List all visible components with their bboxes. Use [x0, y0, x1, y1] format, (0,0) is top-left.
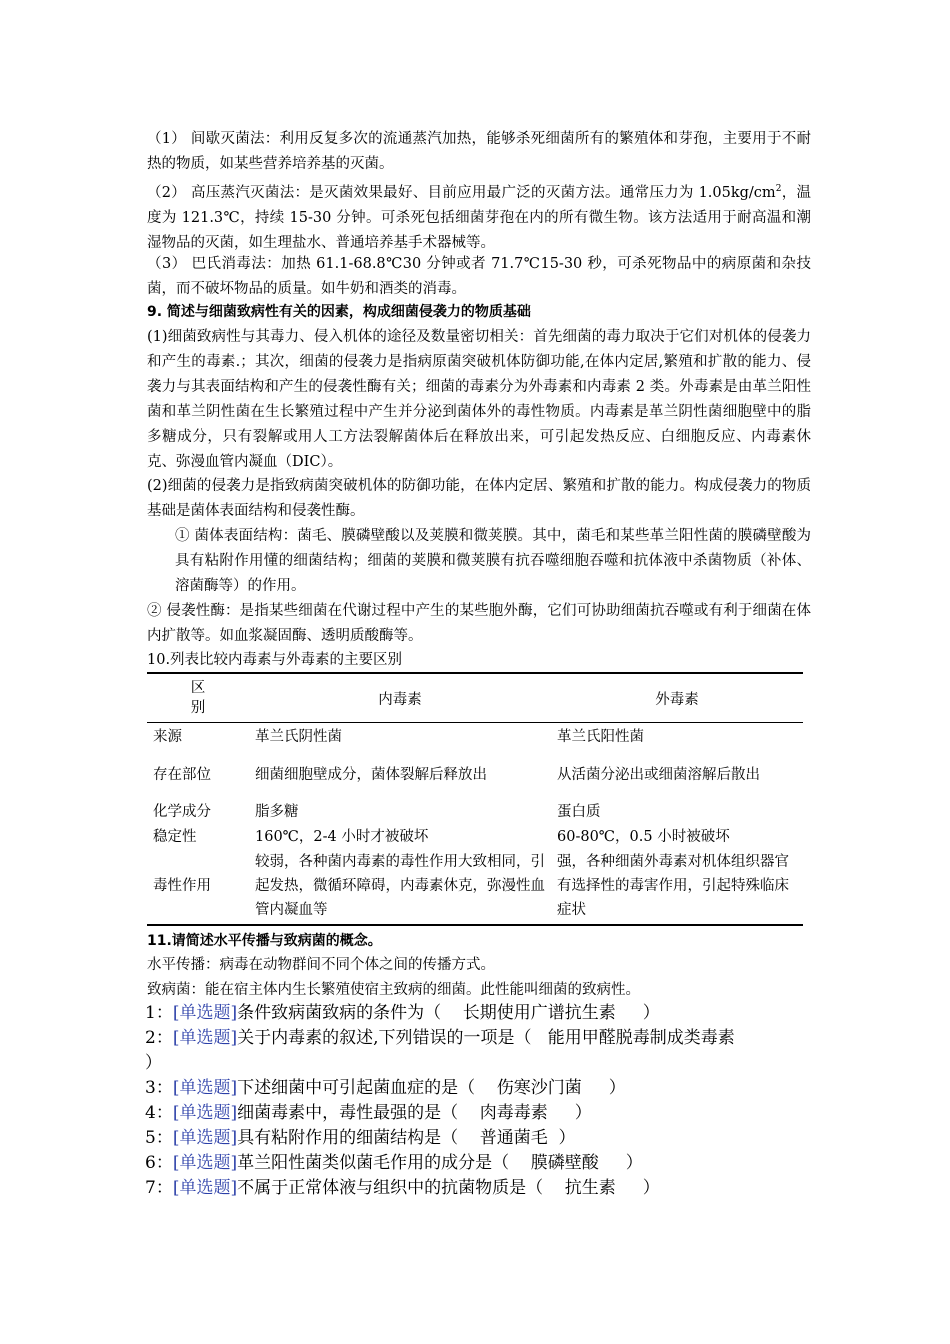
question-number: 4： [145, 1103, 173, 1123]
table-cell: 存在部位 [153, 766, 211, 783]
question-type-tag[interactable]: [单选题] [172, 1028, 238, 1048]
q10-heading: 10.列表比较内毒素与外毒素的主要区别 [147, 652, 403, 668]
q11-paragraph-2: 致病菌：能在宿主体内生长繁殖使宿主致病的细菌。此性能叫细菌的致病性。 [147, 982, 640, 998]
question-number: 5： [145, 1128, 173, 1148]
sterilization-p2-text-b: ，温度为 121.3℃，持续 15-30 分钟。可杀死包括细菌芽孢在内的所有微生物。该方法适用于耐高温和潮湿物品的灭菌，如生理盐水、普通培养基手术器械等。 [147, 184, 811, 251]
question-text: 关于内毒素的叙述,下列错误的一项是（ [237, 1028, 532, 1048]
table-row [147, 849, 803, 925]
question-item [145, 1101, 815, 1126]
table-cell: 稳定性 [153, 828, 197, 845]
table-row [147, 799, 803, 825]
question-close: ） [574, 1103, 592, 1123]
q9-paragraph-3: ① 菌体表面结构：菌毛、膜磷壁酸以及荚膜和微荚膜。其中，菌毛和某些革兰阳性菌的膜磷壁酸为具有粘附作用懂的细菌结构；细菌的荚膜和微荚膜有抗吞噬细胞吞噬和抗体液中杀菌物质（补体、溶菌酶等）的作用。 [175, 528, 811, 594]
question-close: ） [625, 1153, 643, 1173]
table-cell: 革兰氏阳性菌 [557, 728, 644, 745]
table-cell: 较弱，各种菌内毒素的毒性作用大致相同，引起发热，微循环障碍，内毒素休克，弥漫性血管内凝血等 [249, 849, 551, 925]
table-cell: 60-80℃，0.5 小时被破坏 [557, 828, 730, 845]
question-answer: 膜磷壁酸 [530, 1153, 599, 1173]
question-item [145, 1026, 815, 1076]
q9-paragraph-2: (2)细菌的侵袭力是指致病菌突破机体的防御功能，在体内定居、繁殖和扩散的能力。构成侵袭力的物质基础是菌体表面结构和侵袭性酶。 [147, 478, 811, 519]
table-row [147, 825, 803, 849]
table-cell: 蛋白质 [557, 803, 601, 820]
table-cell: 毒性作用 [147, 849, 249, 925]
table-header-row [147, 673, 803, 723]
question-answer: 伤寒沙门菌 [496, 1078, 582, 1098]
question-item [145, 1001, 815, 1026]
q9-paragraph-1: (1)细菌致病性与其毒力、侵入机体的途径及数量密切相关：首先细菌的毒力取决于它们对机体的侵袭力和产生的毒素.；其次，细菌的侵袭力是指病原菌突破机体防御功能,在体内定居,繁殖和扩散的能力、侵袭力与其表面结构和产生的侵袭性酶有关；细菌的毒素分为外毒素和内毒素 2 类。外毒素是由革兰阳性菌和革兰阴性菌在生长繁殖过程中产生并分泌到菌体外的毒性物质。内毒素是革兰阴性菌细胞壁中的脂多糖成分，只有裂解或用人工方法裂解菌体后在释放出来，可引起发热反应、白细胞反应、内毒素休克、弥漫血管内凝血（DIC）。 [147, 329, 811, 470]
question-number: 7： [145, 1178, 173, 1198]
sterilization-paragraph-1: （1） 间歇灭菌法：利用反复多次的流通蒸汽加热，能够杀死细菌所有的繁殖体和芽孢，主要用于不耐热的物质，如某些营养培养基的灭菌。 [147, 131, 811, 172]
table-cell: 革兰氏阴性菌 [255, 728, 342, 745]
question-close: ） [145, 1053, 162, 1073]
table-cell: 160℃，2-4 小时才被破坏 [255, 828, 429, 845]
question-number: 3： [145, 1078, 173, 1098]
table-header-cell: 外毒素 [551, 673, 803, 723]
question-text: 不属于正常体液与组织中的抗菌物质是（ [237, 1178, 544, 1198]
table-cell: 强，各种细菌外毒素对机体组织器官有选择性的毒害作用，引起特殊临床症状 [551, 849, 803, 925]
question-item [145, 1076, 815, 1101]
q9-paragraph-4: ② 侵袭性酶：是指某些细菌在代谢过程中产生的某些胞外酶，它们可协助细菌抗吞噬或有利于细菌在体内扩散等。如血浆凝固酶、透明质酸酶等。 [147, 603, 811, 644]
question-number: 6： [145, 1153, 173, 1173]
question-type-tag[interactable]: [单选题] [172, 1003, 238, 1023]
question-close: ） [608, 1078, 626, 1098]
question-close: ） [642, 1178, 660, 1198]
question-text: 下述细菌中可引起菌血症的是（ [237, 1078, 476, 1098]
question-type-tag[interactable]: [单选题] [172, 1178, 238, 1198]
question-answer: 能用甲醛脱毒制成类毒素 [547, 1028, 735, 1048]
question-text: 细菌毒素中，毒性最强的是（ [237, 1103, 459, 1123]
question-item [145, 1176, 815, 1201]
table-header-cell: 区 别 [147, 673, 249, 723]
question-text: 具有粘附作用的细菌结构是（ [237, 1128, 459, 1148]
q9-heading: 9. 简述与细菌致病性有关的因素，构成细菌侵袭力的物质基础 [147, 304, 531, 320]
question-close: ） [642, 1003, 660, 1023]
table-row [147, 723, 803, 751]
superscript: 2 [775, 184, 782, 194]
question-close: ） [558, 1128, 576, 1148]
table-row [147, 751, 803, 799]
table-cell: 脂多糖 [255, 803, 299, 820]
question-type-tag[interactable]: [单选题] [172, 1078, 238, 1098]
table-header-cell: 内毒素 [249, 673, 551, 723]
table-cell: 细菌细胞壁成分，菌体裂解后释放出 [255, 766, 487, 783]
question-answer: 普通菌毛 [479, 1128, 548, 1148]
sterilization-p2-text-a: （2） 高压蒸汽灭菌法：是灭菌效果最好、目前应用最广泛的灭菌方法。通常压力为 1.05kg/cm [147, 184, 776, 201]
question-text: 条件致病菌致病的条件为（ [237, 1003, 442, 1023]
table-cell: 来源 [153, 728, 182, 745]
question-text: 革兰阳性菌类似菌毛作用的成分是（ [237, 1153, 510, 1173]
question-number: 1： [145, 1003, 173, 1023]
question-type-tag[interactable]: [单选题] [172, 1128, 238, 1148]
question-type-tag[interactable]: [单选题] [172, 1153, 238, 1173]
sterilization-paragraph-3: （3） 巴氏消毒法：加热 61.1-68.8℃30 分钟或者 71.7℃15-30 秒，可杀死物品中的病原菌和杂技菌，而不破坏物品的质量。如牛奶和酒类的消毒。 [147, 256, 811, 297]
q11-paragraph-1: 水平传播：病毒在动物群间不同个体之间的传播方式。 [147, 957, 495, 973]
question-answer: 长期使用广谱抗生素 [462, 1003, 616, 1023]
question-answer: 肉毒毒素 [479, 1103, 548, 1123]
q11-heading: 11.请简述水平传播与致病菌的概念。 [147, 933, 382, 949]
question-item [145, 1126, 815, 1151]
question-type-tag[interactable]: [单选题] [172, 1103, 238, 1123]
table-cell: 化学成分 [153, 803, 211, 820]
question-answer: 抗生素 [564, 1178, 616, 1198]
question-number: 2： [145, 1028, 173, 1048]
question-item [145, 1151, 815, 1176]
toxin-comparison-table [147, 672, 803, 926]
table-cell: 从活菌分泌出或细菌溶解后散出 [557, 766, 760, 783]
sterilization-paragraph-2 [147, 177, 811, 256]
